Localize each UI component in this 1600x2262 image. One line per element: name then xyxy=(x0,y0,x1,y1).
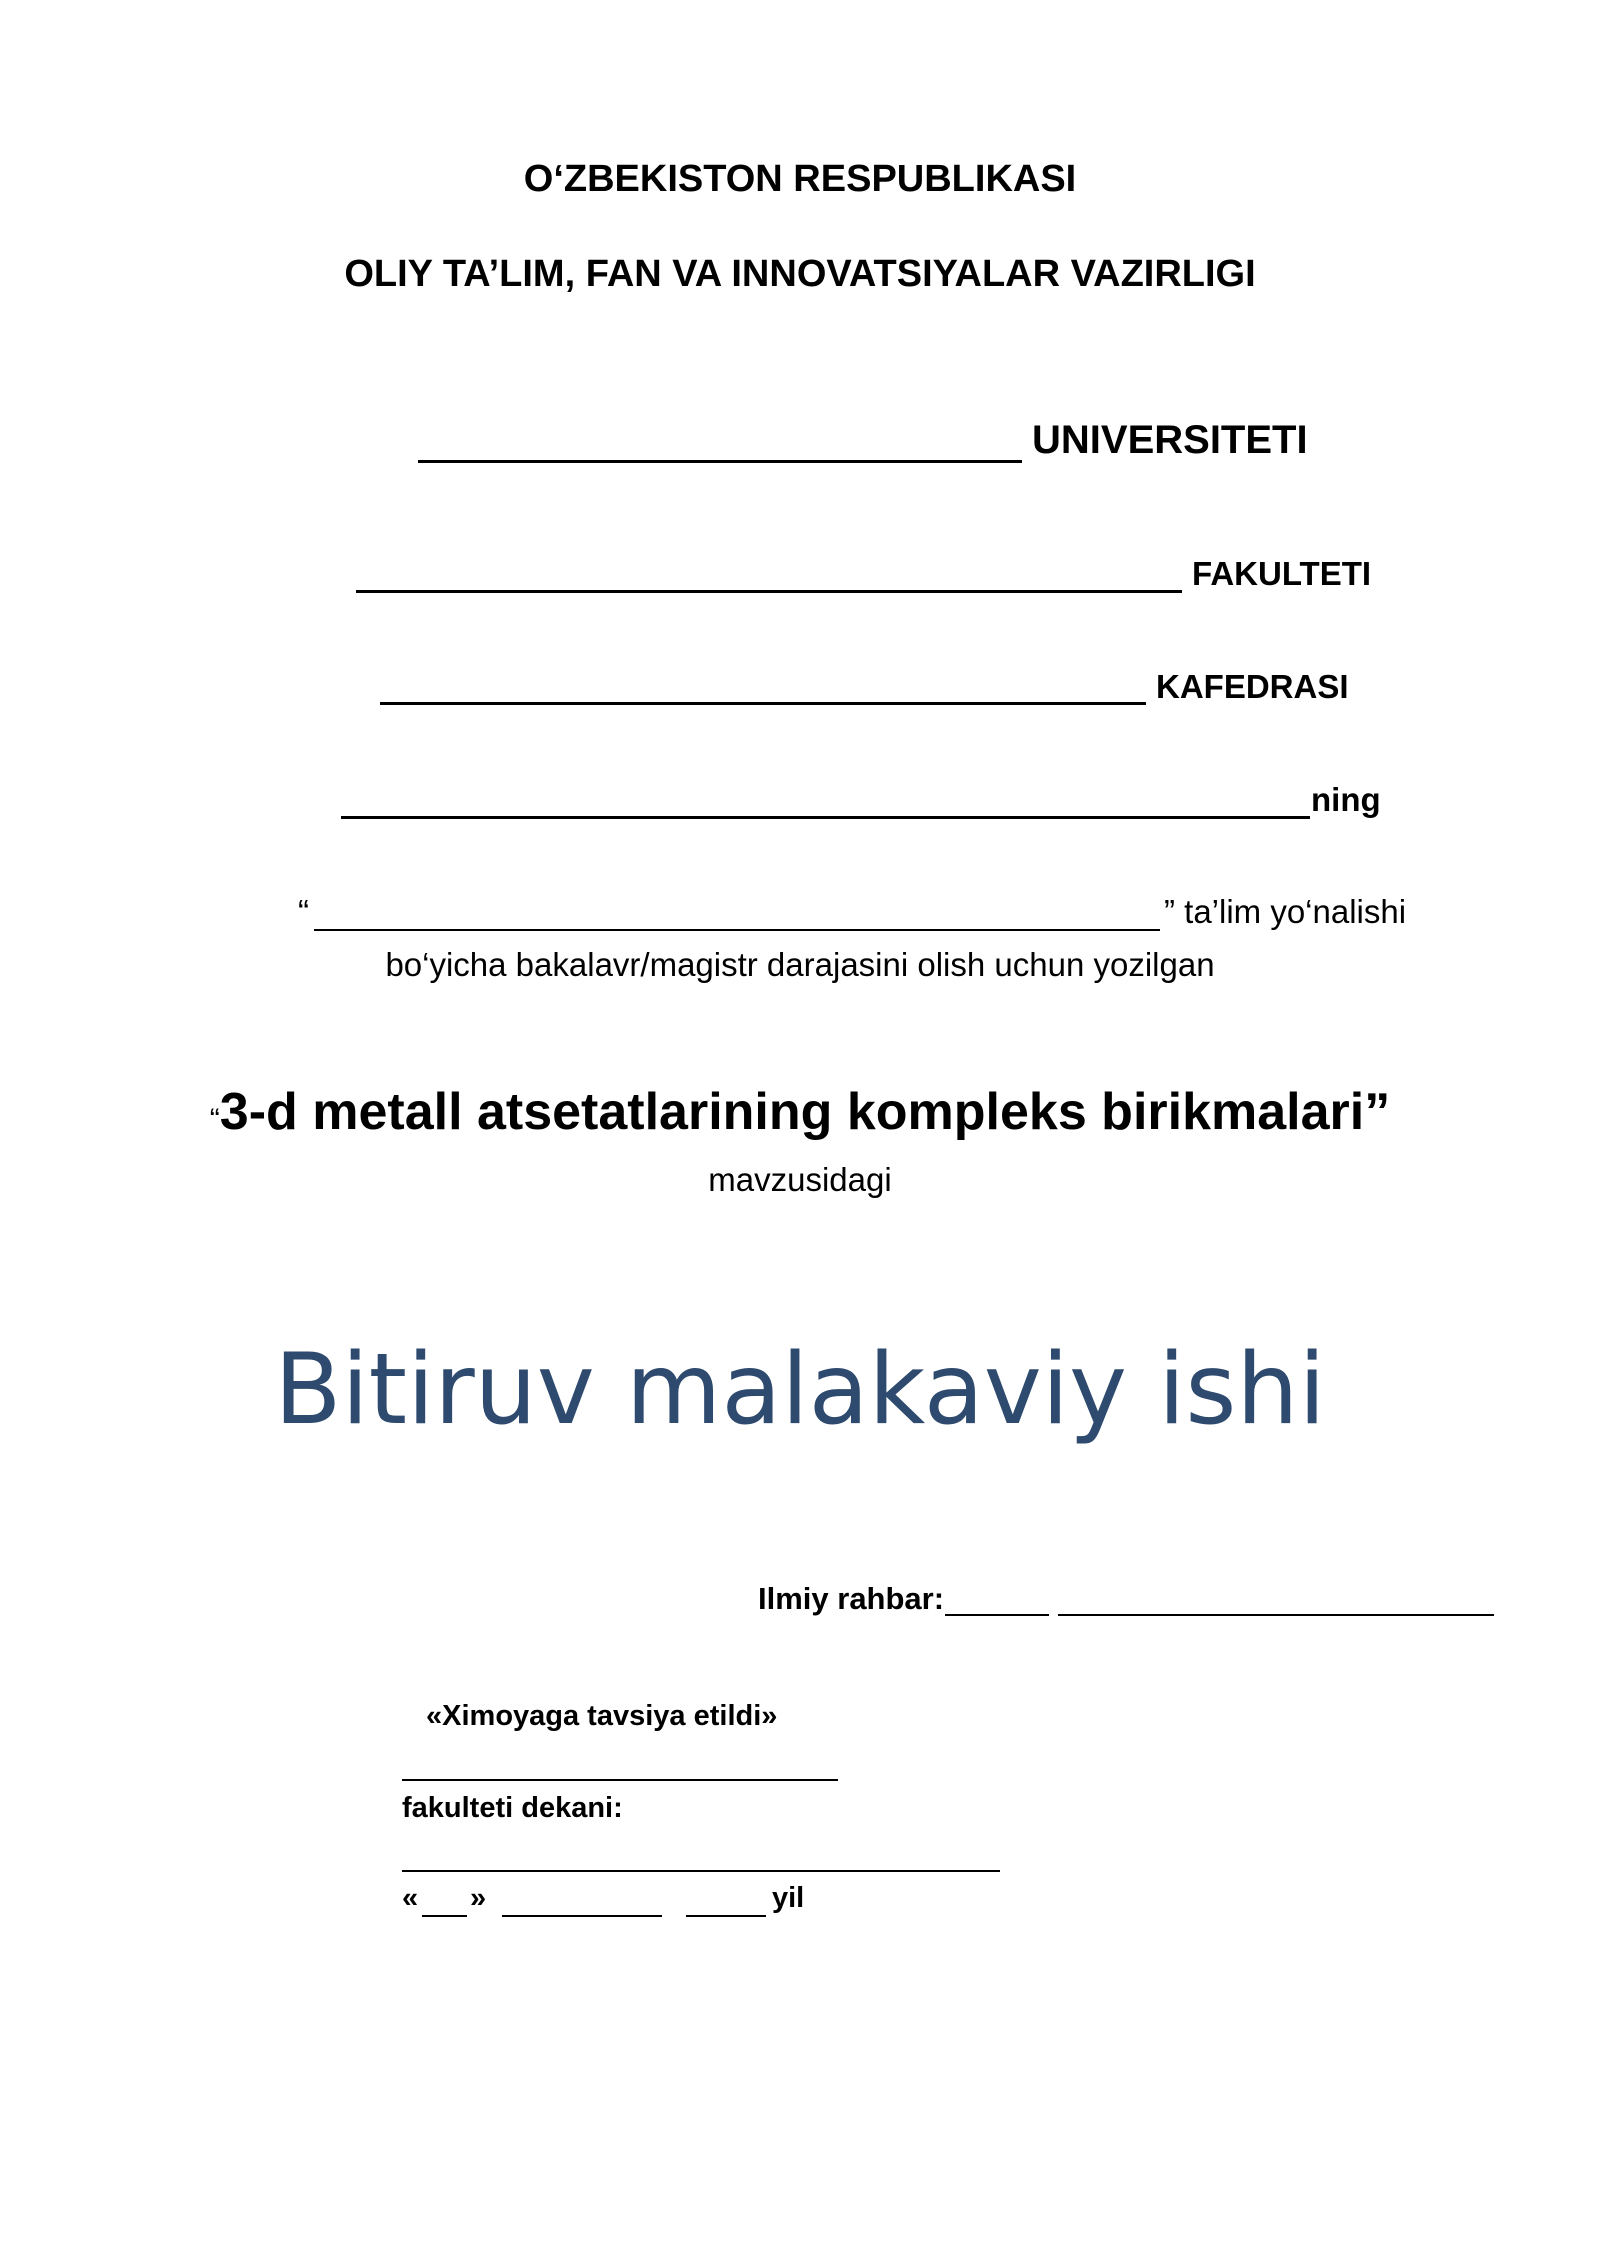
degree-description: bo‘yicha bakalavr/magistr darajasini olish uchun yozilgan xyxy=(385,946,1215,983)
faculty-name-blank xyxy=(356,590,1182,593)
faculty-label: FAKULTETI xyxy=(1192,555,1372,592)
advisor-signature-blank xyxy=(945,1614,1049,1616)
date-open-quote: « xyxy=(402,1882,419,1914)
department-label: KAFEDRASI xyxy=(1156,668,1349,705)
direction-open-quote: “ xyxy=(298,893,309,930)
date-year-blank xyxy=(686,1915,766,1917)
year-suffix: yil xyxy=(772,1882,805,1914)
dean-label: fakulteti dekani: xyxy=(402,1792,623,1824)
topic-title-line xyxy=(0,1082,1600,1142)
university-name-blank xyxy=(418,460,1022,463)
department-name-blank xyxy=(380,702,1146,705)
date-month-blank xyxy=(502,1915,662,1917)
direction-name-blank xyxy=(314,929,1160,931)
student-suffix: ning xyxy=(1311,781,1381,818)
student-name-blank xyxy=(341,816,1310,819)
date-day-blank xyxy=(422,1915,467,1917)
faculty-name-blank-2 xyxy=(402,1779,838,1781)
topic-open-quote: “ xyxy=(209,1103,220,1136)
direction-label: ” ta’lim yo‘nalishi xyxy=(1164,893,1407,930)
defense-recommendation: «Ximoyaga tavsiya etildi» xyxy=(426,1700,778,1732)
dean-name-blank xyxy=(402,1870,1000,1872)
university-label: UNIVERSITETI xyxy=(1032,418,1308,462)
advisor-name-blank xyxy=(1058,1614,1494,1616)
ministry-heading: OLIY TA’LIM, FAN VA INNOVATSIYALAR VAZIRLIGI xyxy=(344,253,1256,295)
topic-title: 3-d metall atsetatlarining kompleks birikmalari” xyxy=(219,1083,1391,1141)
work-type-title: Bitiruv malakaviy ishi xyxy=(274,1333,1326,1447)
republic-heading: O‘ZBEKISTON RESPUBLIKASI xyxy=(523,158,1077,200)
advisor-label: Ilmiy rahbar: xyxy=(758,1581,945,1616)
topic-subtitle: mavzusidagi xyxy=(708,1161,892,1198)
date-close-quote: » xyxy=(470,1882,487,1914)
